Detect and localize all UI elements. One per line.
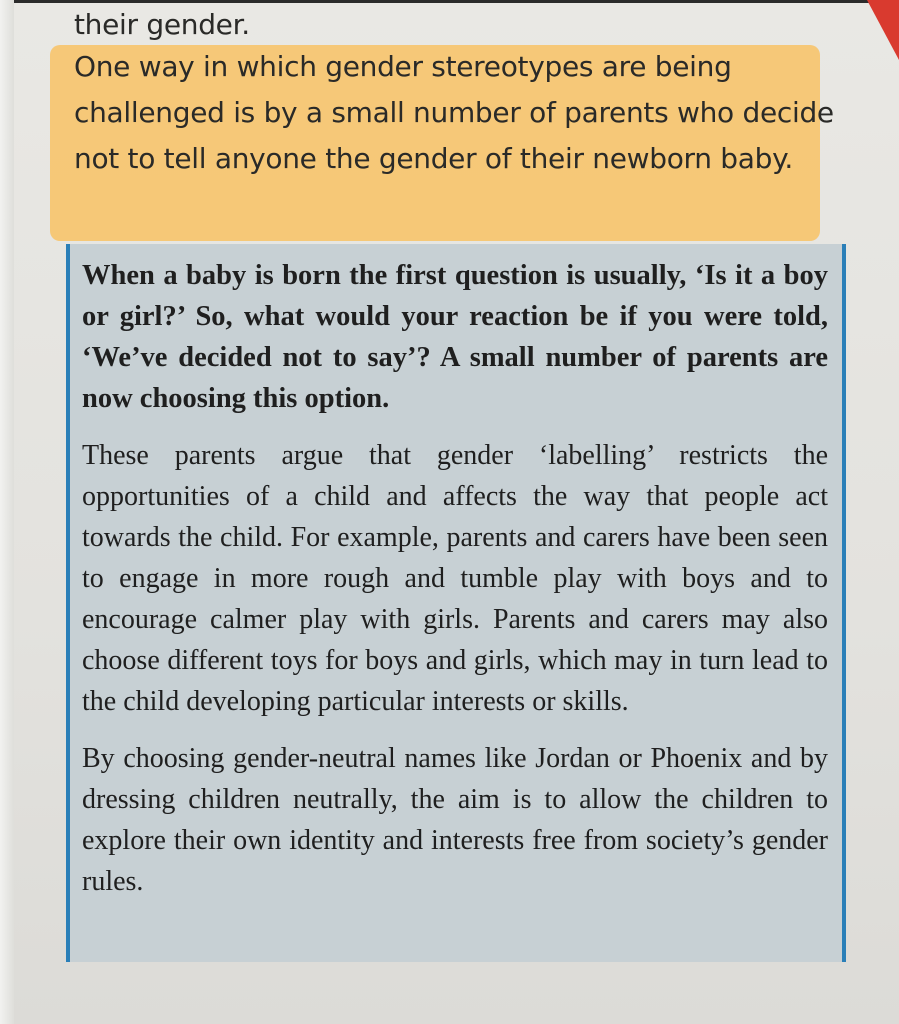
case-study-text xyxy=(82,255,828,918)
red-corner-tab xyxy=(867,0,899,60)
panel-paragraph-1: When a baby is born the first question is usually, ‘Is it a boy or girl?’ So, what would your reaction be if you were told, ‘We’ve decided not to say’? A small number of parents are now choosing this option. xyxy=(82,260,828,414)
highlighted-paragraph: One way in which gender stereotypes are being challenged is by a small number of parents who decide not to tell anyone the gender of their newborn baby. xyxy=(74,50,834,175)
intro-text xyxy=(74,2,834,182)
panel-paragraph-2: These parents argue that gender ‘labelling’ restricts the opportunities of a child and affects the way that people act towards the child. For example, parents and carers have been seen to engage in more rough and tumble play with boys and to encourage calmer play with girls. Parents and carers may also choose different toys for boys and girls, which may in turn lead to the child developing particular interests or skills. xyxy=(82,440,828,717)
page-gutter xyxy=(0,0,14,1024)
panel-paragraph-3: By choosing gender-neutral names like Jordan or Phoenix and by dressing children neutrally, the aim is to allow the children to explore their own identity and interests free from society’s gender rules. xyxy=(82,743,828,897)
carryover-line: their gender. xyxy=(74,8,250,41)
